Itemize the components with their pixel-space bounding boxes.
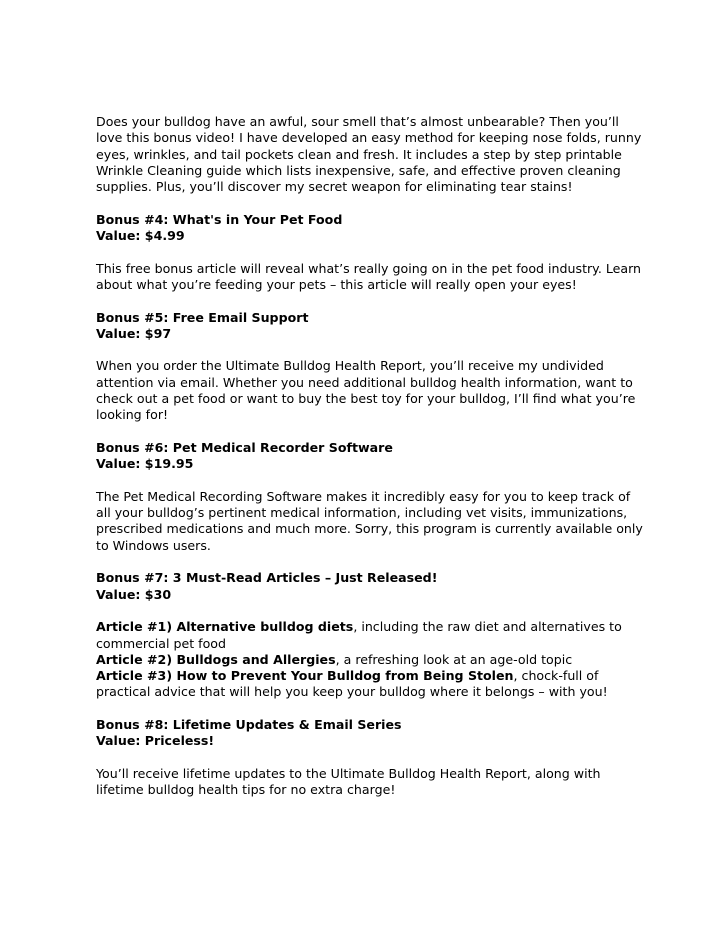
article-1-text: , including the raw diet and alternatives to commercial pet food: [96, 619, 622, 651]
bonus-8-value: Value: Priceless!: [96, 733, 215, 749]
article-1-title: Article #1) Alternative bulldog diets: [96, 619, 354, 635]
bonus-7-value: Value: $30: [96, 586, 172, 602]
bonus-6-description: The Pet Medical Recording Software makes it incredibly easy for you to keep track of all your bulldog’s pertinent medical information, including vet visits, immunizations, prescribed medications and much more. Sorry, this program is currently available only to Windows users.: [96, 488, 643, 553]
article-2-title: Article #2) Bulldogs and Allergies: [96, 651, 336, 667]
document-page: [96, 114, 648, 815]
article-3-title: Article #3) How to Prevent Your Bulldog from Being Stolen: [96, 668, 514, 684]
bonus-7-title: Bonus #7: 3 Must-Read Articles – Just Released!: [96, 570, 438, 586]
bonus-7-heading: [96, 570, 648, 603]
bonus-4-title: Bonus #4: What's in Your Pet Food: [96, 211, 343, 227]
article-item-1: [96, 619, 648, 652]
bonus-6-value: Value: $19.95: [96, 456, 194, 472]
bonus-5-value: Value: $97: [96, 325, 172, 341]
bonus-4-value: Value: $4.99: [96, 228, 185, 244]
bonus-8-description: You’ll receive lifetime updates to the Ultimate Bulldog Health Report, along with lifetime bulldog health tips for no extra charge!: [96, 765, 601, 798]
bonus-4-heading: [96, 212, 648, 245]
bonus-4-description: This free bonus article will reveal what’s really going on in the pet food industry. Learn about what you’re feeding your pets – this article will really open your eyes!: [96, 260, 642, 292]
article-item-3: [96, 668, 648, 701]
bonus-5-title: Bonus #5: Free Email Support: [96, 309, 309, 325]
bonus-8-title: Bonus #8: Lifetime Updates & Email Series: [96, 716, 402, 732]
bonus-5-description: When you order the Ultimate Bulldog Health Report, you’ll receive my undivided attention via email. Whether you need additional bulldog health information, want to check out a pet food or want to buy the best toy for your bulldog, I’ll find what you’re looking for!: [96, 358, 636, 423]
bonus-5-heading: [96, 310, 648, 343]
article-2-text: , a refreshing look at an age-old topic: [335, 651, 573, 667]
bonus-8-heading: [96, 717, 648, 750]
bonus-7-article-list: [96, 619, 648, 700]
article-3-text: , chock-full of practical advice that will help you keep your bulldog where it belongs – with you!: [96, 668, 608, 700]
bonus-6-heading: [96, 440, 648, 473]
intro-paragraph: Does your bulldog have an awful, sour smell that’s almost unbearable? Then you’ll love this bonus video! I have developed an easy method for keeping nose folds, runny eyes, wrinkles, and tail pockets clean and fresh. It includes a step by step printable Wrinkle Cleaning guide which lists inexpensive, safe, and effective proven cleaning supplies. Plus, you’ll discover my secret weapon for eliminating tear stains!: [96, 114, 642, 195]
article-item-2: [96, 652, 648, 668]
bonus-6-title: Bonus #6: Pet Medical Recorder Software: [96, 439, 393, 455]
